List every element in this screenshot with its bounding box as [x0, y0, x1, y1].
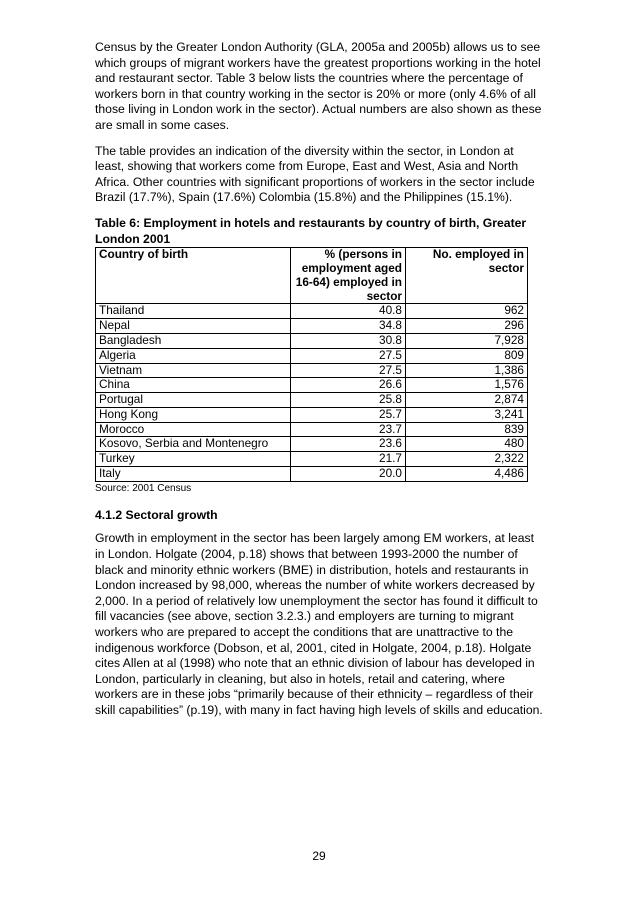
cell-country: Vietnam [96, 363, 291, 378]
diversity-paragraph: The table provides an indication of the diversity within the sector, in London at least, showing that workers come from Europe, East and West, Asia and North Africa. Other countries with significant proportions of workers in the sector include Brazil (17.7%), Spain (17.6%) Colombia (15.8%) and the Philippines (15.1%). [95, 143, 535, 205]
table-row [96, 319, 528, 334]
cell-number: 809 [406, 348, 528, 363]
cell-number: 1,386 [406, 363, 528, 378]
cell-country: Bangladesh [96, 333, 291, 348]
table-row [96, 437, 528, 452]
cell-country: Italy [96, 467, 291, 482]
cell-percent: 27.5 [291, 348, 406, 363]
table-row [96, 333, 528, 348]
table-row [96, 467, 528, 482]
cell-country: Nepal [96, 319, 291, 334]
table-row [96, 393, 528, 408]
header-country: Country of birth [96, 248, 291, 304]
table-source: Source: 2001 Census [95, 482, 192, 494]
cell-number: 4,486 [406, 467, 528, 482]
header-number: No. employed in sector [406, 248, 528, 304]
employment-table [95, 247, 528, 482]
cell-country: Thailand [96, 304, 291, 319]
cell-percent: 25.7 [291, 407, 406, 422]
page-content [95, 40, 543, 719]
cell-number: 962 [406, 304, 528, 319]
cell-percent: 21.7 [291, 452, 406, 467]
cell-percent: 34.8 [291, 319, 406, 334]
cell-percent: 27.5 [291, 363, 406, 378]
header-percent: % (persons in employment aged 16-64) employed in sector [291, 248, 406, 304]
cell-number: 480 [406, 437, 528, 452]
cell-percent: 23.6 [291, 437, 406, 452]
cell-country: Kosovo, Serbia and Montenegro [96, 437, 291, 452]
cell-percent: 40.8 [291, 304, 406, 319]
cell-percent: 25.8 [291, 393, 406, 408]
cell-country: Turkey [96, 452, 291, 467]
table-row [96, 304, 528, 319]
table-row [96, 407, 528, 422]
cell-number: 296 [406, 319, 528, 334]
table-row [96, 348, 528, 363]
table-caption: Table 6: Employment in hotels and restaurants by country of birth, Greater London 2001 [95, 215, 527, 246]
intro-paragraph: Census by the Greater London Authority (GLA, 2005a and 2005b) allows us to see which groups of migrant workers have the greatest proportions working in the hotel and restaurant sector. Table 3 below lists the countries where the percentage of workers born in that country working in the sector is 20% or more (only 4.6% of all those living in London work in the sector). Actual numbers are also shown as these are small in some cases. [95, 40, 542, 132]
table-header-row [96, 248, 528, 304]
cell-number: 3,241 [406, 407, 528, 422]
table-row [96, 452, 528, 467]
cell-number: 7,928 [406, 333, 528, 348]
sectoral-growth-paragraph: Growth in employment in the sector has been largely among EM workers, at least in London. Holgate (2004, p.18) shows that between 1993-2000 the number of black and minority ethnic workers (BME) in distribution, hotels and restaurants in London increased by 98,000, whereas the number of white workers decreased by 2,000. In a period of relatively low unemployment the sector has found it difficult to fill vacancies (see above, section 3.2.3.) and employers are turning to migrant workers who are prepared to accept the conditions that are unattractive to the indigenous workforce (Dobson, et al, 2001, cited in Holgate, 2004, p.18). Holgate cites Allen at al (1998) who note that an ethnic division of labour has developed in London, particularly in cleaning, but also in hotels, retail and catering, where workers are in these jobs “primarily because of their ethnicity – regardless of their skill capabilities” (p.19), with many in fact having high levels of skills and education. [95, 531, 543, 717]
cell-number: 2,874 [406, 393, 528, 408]
table-row [96, 378, 528, 393]
page-number: 29 [312, 849, 326, 863]
cell-country: China [96, 378, 291, 393]
cell-number: 839 [406, 422, 528, 437]
cell-percent: 20.0 [291, 467, 406, 482]
section-heading: 4.1.2 Sectoral growth [95, 507, 218, 522]
cell-country: Algeria [96, 348, 291, 363]
cell-country: Portugal [96, 393, 291, 408]
cell-percent: 30.8 [291, 333, 406, 348]
cell-number: 1,576 [406, 378, 528, 393]
cell-percent: 23.7 [291, 422, 406, 437]
cell-country: Morocco [96, 422, 291, 437]
table-row [96, 363, 528, 378]
table-row [96, 422, 528, 437]
cell-percent: 26.6 [291, 378, 406, 393]
cell-number: 2,322 [406, 452, 528, 467]
cell-country: Hong Kong [96, 407, 291, 422]
